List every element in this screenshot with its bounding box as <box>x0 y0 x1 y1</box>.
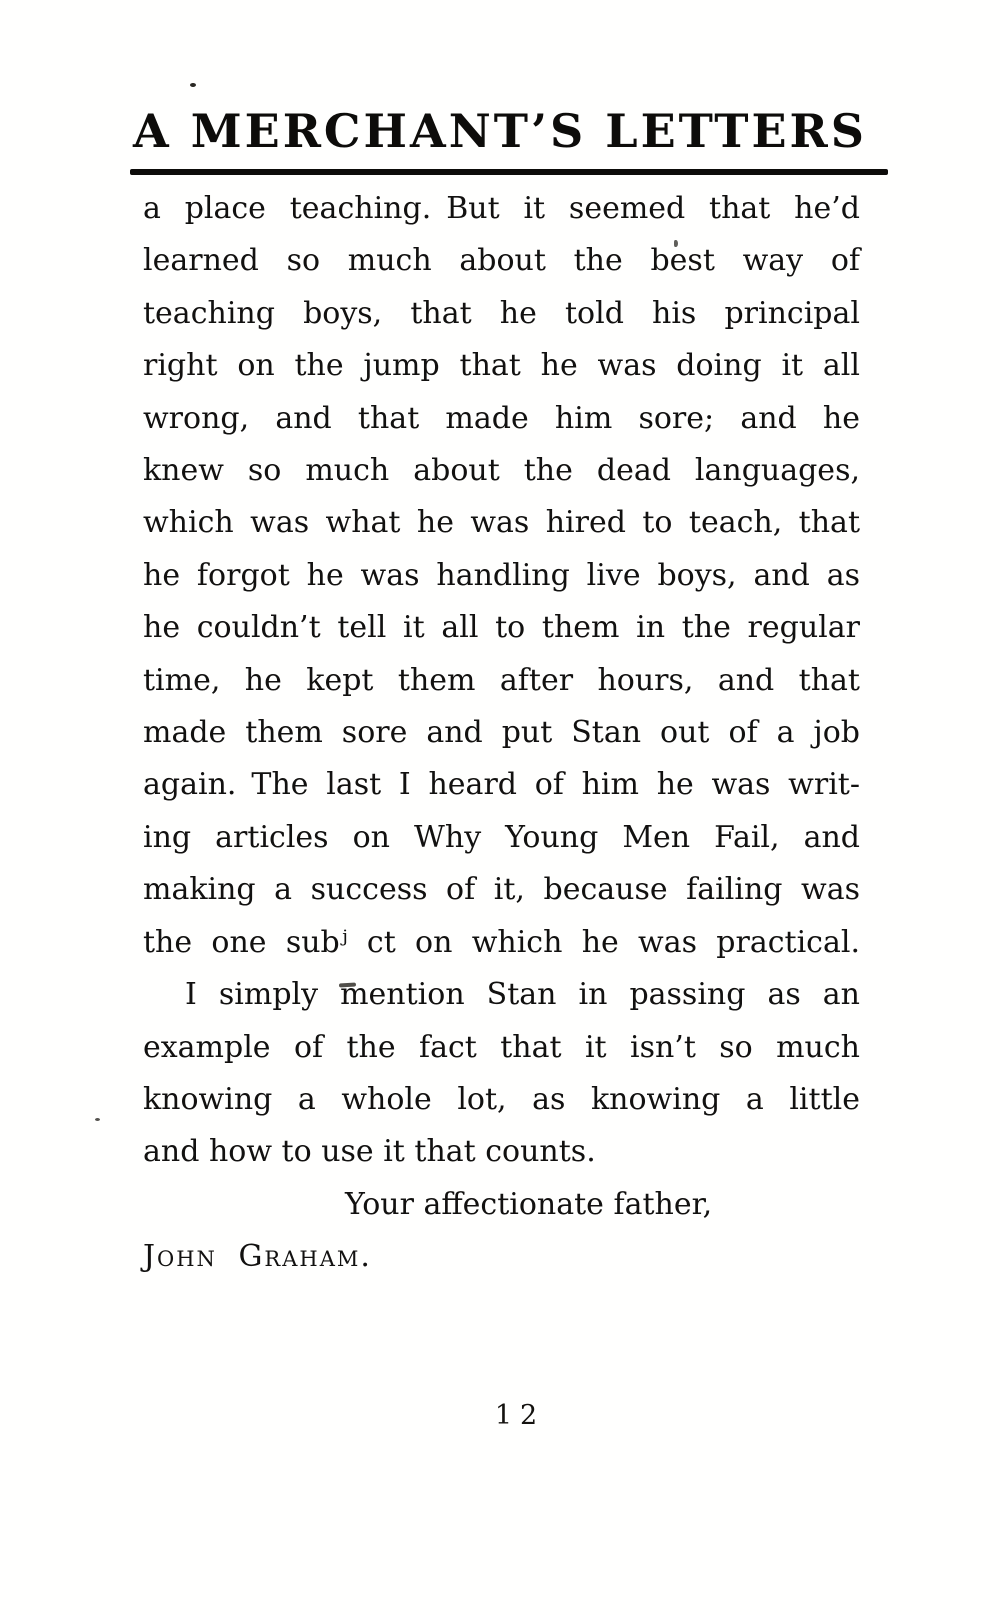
text-line: making a success of it, because failing was <box>143 872 860 908</box>
text-line-paragraph-start: I simply mention Stan in passing as an <box>185 977 860 1013</box>
text-line: learned so much about the best way of <box>143 243 860 279</box>
text-line: again. The last I heard of him he was writ- <box>143 767 860 803</box>
text-line: teaching boys, that he told his principal <box>143 295 860 331</box>
text-line: knowing a whole lot, as knowing a little <box>143 1081 860 1117</box>
text-line: example of the fact that it isn’t so much <box>143 1029 860 1065</box>
header-rule <box>130 169 888 175</box>
text-line: made them sore and put Stan out of a job <box>143 715 860 751</box>
letter-signature: John Graham. <box>143 1239 372 1275</box>
text-line: wrong, and that made him sore; and he <box>143 400 860 436</box>
text-line: knew so much about the dead languages, <box>143 453 860 489</box>
text-line: he forgot he was handling live boys, and as <box>143 557 860 593</box>
page-number: 12 <box>494 1400 546 1431</box>
text-line: the one subʲ ct on which he was practical. <box>143 924 860 960</box>
text-line: time, he kept them after hours, and that <box>143 662 860 698</box>
text-line: a place teaching. But it seemed that he’d <box>143 191 860 226</box>
page-title: A MERCHANT’S LETTERS <box>133 104 867 158</box>
text-line: ing articles on Why Young Men Fail, and <box>143 819 860 855</box>
letter-closing: Your affectionate father, <box>345 1186 713 1222</box>
text-line: which was what he was hired to teach, that <box>143 505 860 541</box>
scan-speck <box>95 1118 100 1121</box>
text-line: right on the jump that he was doing it all <box>143 348 860 384</box>
letter-body <box>143 183 860 1284</box>
text-line: and how to use it that counts. <box>143 1134 596 1170</box>
text-line: he couldn’t tell it all to them in the regular <box>143 610 860 646</box>
scan-speck <box>190 83 196 87</box>
